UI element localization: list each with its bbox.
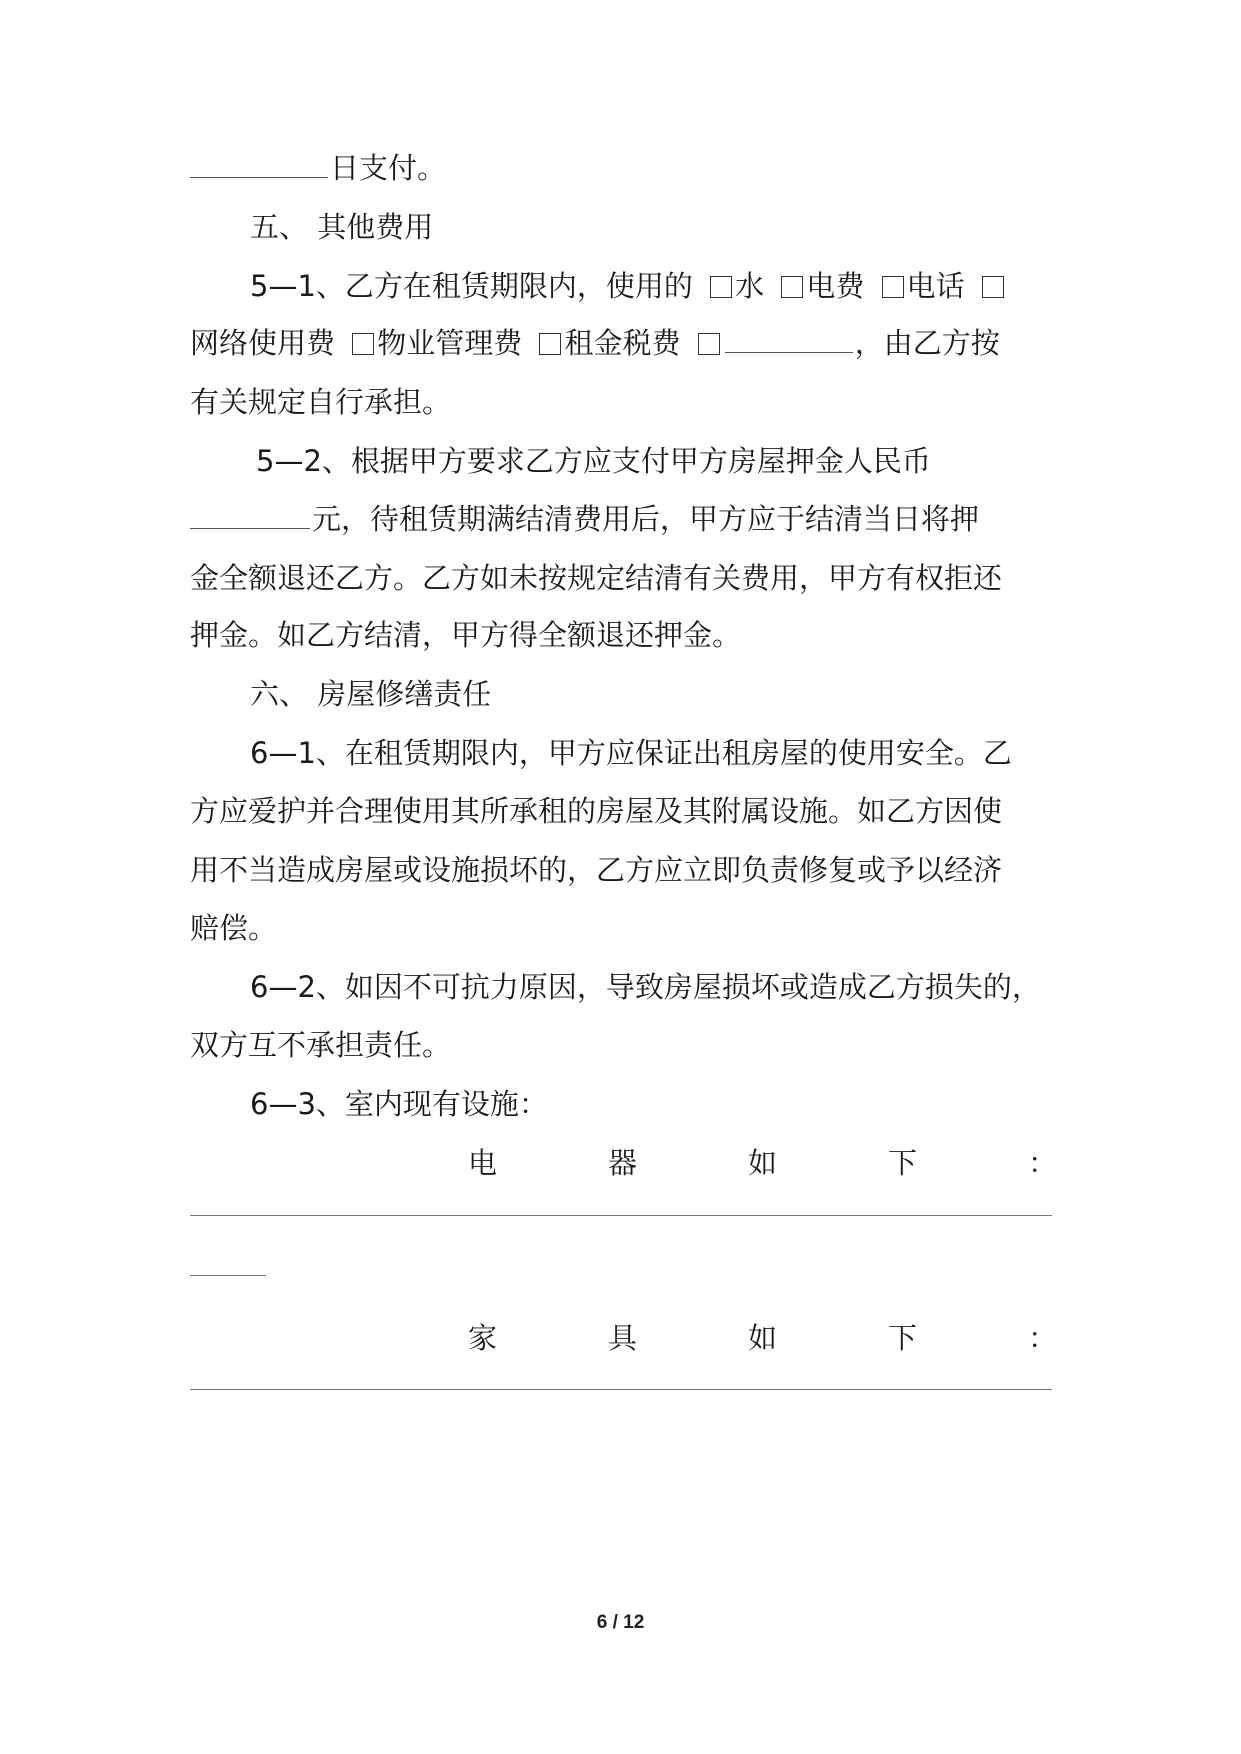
appliances-fill-line-tail[interactable] (190, 1275, 266, 1276)
checkbox-property[interactable] (352, 333, 374, 355)
option-water-label: 水 (735, 269, 765, 303)
clause-5-2-line-1: 5—2、根据甲方要求乙方应支付甲方房屋押金人民币 (256, 444, 931, 478)
checkbox-network[interactable] (982, 276, 1004, 298)
checkbox-other[interactable] (698, 333, 720, 355)
clause-6-1-line-2: 方应爱护并合理使用其所承租的房屋及其附属设施。如乙方因使 (190, 794, 1003, 828)
clause-6-2-line-1: 6—2、如因不可抗力原因，导致房屋损坏或造成乙方损失的， (250, 970, 1041, 1004)
furniture-char: 具 (608, 1321, 638, 1355)
clause-6-1-line-1: 6—1、在租赁期限内，甲方应保证出租房屋的使用安全。乙 (250, 736, 1012, 770)
option-electricity-label: 电费 (806, 269, 865, 303)
payment-date-text: 日支付。 (330, 151, 447, 185)
appliances-fill-line[interactable] (190, 1215, 1052, 1216)
clause-6-1-line-4: 赔偿。 (190, 911, 278, 945)
furniture-fill-line[interactable] (190, 1389, 1052, 1390)
clause-6-2-line-2: 双方互不承担责任。 (190, 1028, 452, 1062)
clause-5-1-line-3: 有关规定自行承担。 (190, 385, 452, 419)
checkbox-water[interactable] (710, 276, 732, 298)
option-tax-label: 租金税费 (564, 326, 681, 360)
clause-5-1-line-2 (190, 325, 1052, 361)
payment-day-blank (190, 151, 328, 178)
clause-5-2-text-2: 元，待租赁期满结清费用后，甲方应于结清当日将押 (312, 502, 980, 536)
checkbox-tax[interactable] (539, 333, 561, 355)
clause-6-3-heading: 6—3、室内现有设施： (250, 1087, 548, 1121)
clause-5-1-line-1 (250, 268, 1052, 304)
furniture-char: 如 (748, 1321, 778, 1355)
checkbox-phone[interactable] (882, 276, 904, 298)
option-property-label: 物业管理费 (377, 326, 523, 360)
section-5-heading: 五、 其他费用 (250, 210, 434, 244)
clause-5-2-line-4: 押金。如乙方结清，甲方得全额退还押金。 (190, 618, 742, 652)
clause-5-1-intro: 5—1、乙方在租赁期限内，使用的 (250, 269, 693, 303)
option-phone-label: 电话 (906, 269, 965, 303)
appliances-char: 下 (888, 1146, 918, 1180)
other-fee-blank[interactable] (725, 326, 853, 353)
furniture-char: 下 (888, 1321, 918, 1355)
option-network-label: 网络使用费 (190, 326, 336, 360)
checkbox-electricity[interactable] (781, 276, 803, 298)
section-6-heading: 六、 房屋修缮责任 (250, 677, 492, 711)
furniture-char: 家 (468, 1321, 498, 1355)
appliances-char: 电 (468, 1146, 498, 1180)
clause-5-2-line-2 (190, 501, 1052, 537)
page-number: 6 / 12 (596, 1612, 645, 1633)
deposit-amount-blank[interactable] (190, 502, 310, 529)
clause-6-1-line-3: 用不当造成房屋或设施损坏的，乙方应立即负责修复或予以经济 (190, 853, 1003, 887)
appliances-char: ： (1028, 1146, 1058, 1180)
appliances-char: 如 (748, 1146, 778, 1180)
furniture-char: ： (1028, 1321, 1058, 1355)
clause-5-2-line-3: 金全额退还乙方。乙方如未按规定结清有关费用，甲方有权拒还 (190, 561, 1003, 595)
clause-5-1-tail: ，由乙方按 (854, 326, 1000, 360)
payment-date-line (190, 150, 1052, 186)
appliances-char: 器 (608, 1146, 638, 1180)
